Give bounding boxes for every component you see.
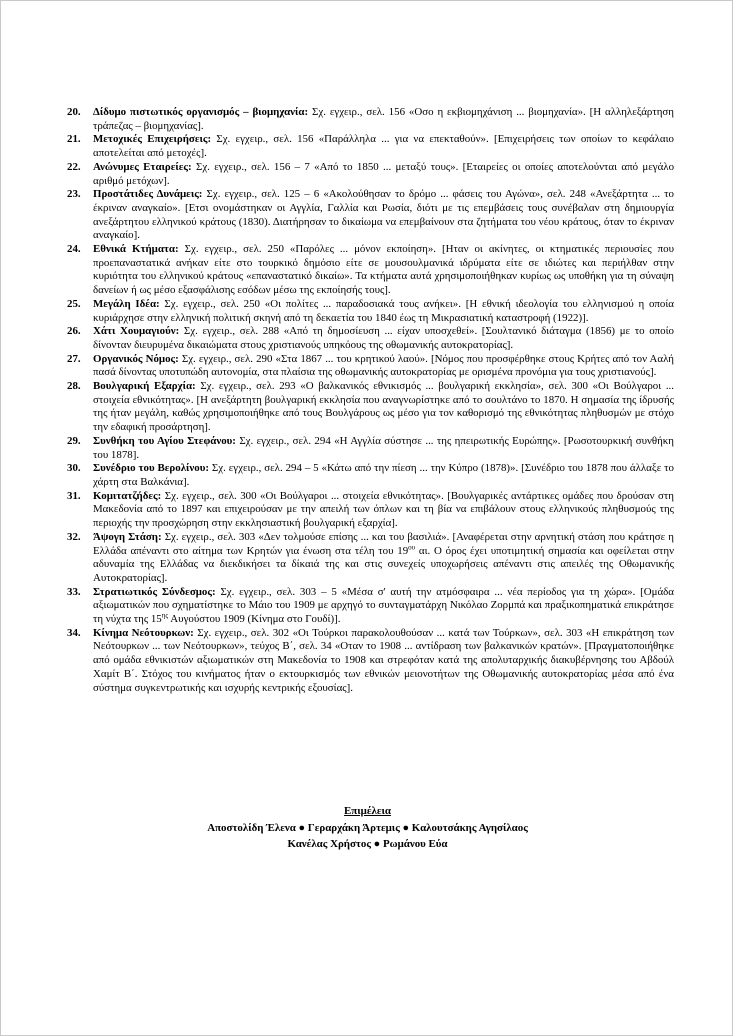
item-body: Σχ. εγχειρ., σελ. 303 – 5 «Μέσα σ' αυτή την ατμόσφαιρα ... νέα περίοδος για τη χώρα». [Ομάδα αξιωματικών που σχηματίστηκε το Μάιο του 1909 με αρχηγό το συνταγματάρχη Νικόλαο Ζορμπά και πραξικοπηματικά επικράτησε τη νύχτα της $15^{\eta\varsigma}$ Αυγούστου 1909 (Κίνημα στο Γουδί)].: [93, 585, 675, 626]
item-number: 25.: [67, 297, 81, 310]
item-term: Στρατιωτικός Σύνδεσμος:: [93, 585, 216, 598]
item-text: [93, 490, 674, 531]
item-body: Σχ. εγχειρ., σελ. 300 «Οι Βούλγαροι ... στοιχεία εθνικότητας». [Βουλγαρικές αντάρτικες ομάδες που δρούσαν στη Μακεδονία από το 1897 και επιχειρούσαν με την απειλή των όπλων και τη βία να επιβάλουν στους ελληνικούς πληθυσμούς της περιοχής την προσχώρηση στην εκκλησιαστική βουλγαρική εξαρχία].: [93, 489, 674, 530]
item-term: Συνθήκη του Αγίου Στεφάνου:: [93, 434, 236, 447]
item-text: [93, 188, 674, 243]
glossary-item: [67, 627, 674, 696]
credits-heading: Επιμέλεια: [344, 805, 391, 817]
item-number: 26.: [67, 325, 81, 338]
glossary-item: [67, 161, 674, 188]
item-body: Σχ. εγχειρ., σελ. 293 «Ο βαλκανικός εθνικισμός ... βουλγαρική εκκλησία», σελ. 300 «Οι Βούλγαροι ... στοιχεία εθνικότητας». [Η ανεξάρτητη βουλγαρική εκκλησία που αναγνωρίστηκε από το σουλτάνο το 1870. Η σημασία της ίδρυσής της ήταν μεγάλη, καθώς χρησιμοποιήθηκε από τους Βουλγάρους ως μέσο για τον καθορισμό της εθνικότητας πληθυσμών με στόχο την εδαφική προσάρτηση].: [93, 380, 674, 434]
credits-section: [1, 803, 733, 853]
item-text: [93, 380, 674, 435]
item-text: [93, 325, 674, 352]
item-text: [93, 531, 674, 586]
item-body: Σχ. εγχειρ., σελ. 250 «Παρόλες ... μόνον εκποίηση». [Ηταν οι ακίνητες, οι κτηματικές περιουσίες που προεπαναστατικά ανήκαν είτε στο τουρκικό δημόσιο είτε σε μουσουλμανικά ιδρύματα είτε σε ιδιώτες και περιήλθαν στην κυριότητα του ελληνικού κράτους «επαναστατικό δικαίω». Τα κτήματα αυτά χρησιμοποιήθηκαν κυρίως ως υποθήκη για τη σύναψη δανείων ή ως μέσο εξασφάλισης εσόδων μέσω της εκποίησής τους].: [93, 243, 674, 297]
glossary-item: [67, 586, 674, 627]
glossary-item: [67, 353, 674, 380]
item-body: Σχ. εγχειρ., σελ. 290 «Στα 1867 ... του κρητικού λαού». [Νόμος που προσφέρθηκε στους Κρήτες από τον Ααλή πασά δίνοντας υποτυπώδη αυτονομία, στα πλαίσια της οθωμανικής αυτοκρατορίας με ορισμένα προνόμια για τους χριστιανούς].: [93, 352, 674, 379]
glossary-list: [67, 106, 674, 695]
glossary-item: [67, 325, 674, 352]
item-text: [93, 298, 674, 325]
item-number: 29.: [67, 434, 81, 447]
item-number: 23.: [67, 188, 81, 201]
item-term: Βουλγαρική Εξαρχία:: [93, 380, 196, 393]
item-term: Προστάτιδες Δυνάμεις:: [93, 188, 203, 201]
glossary-item: [67, 531, 674, 586]
glossary-item: [67, 133, 674, 160]
item-text: [93, 586, 674, 627]
item-term: Οργανικός Νόμος:: [93, 352, 179, 365]
item-text: [93, 106, 674, 133]
item-body: Σχ. εγχειρ., σελ. 156 «Παράλληλα ... για να επεκταθούν». [Επιχειρήσεις των οποίων το κεφάλαιο αποτελείται από μετοχές].: [93, 133, 674, 160]
glossary-item: [67, 380, 674, 435]
item-term: Άψογη Στάση:: [93, 530, 162, 543]
item-term: Κομιτατζήδες:: [93, 489, 162, 502]
item-number: 24.: [67, 243, 81, 256]
credits-lines: [1, 820, 733, 853]
item-number: 20.: [67, 106, 81, 118]
glossary-item: [67, 298, 674, 325]
glossary-item: [67, 435, 674, 462]
item-number: 33.: [67, 585, 81, 598]
item-term: Συνέδριο του Βερολίνου:: [93, 462, 210, 475]
item-number: 28.: [67, 380, 81, 393]
glossary-item: [67, 490, 674, 531]
item-body: Σχ. εγχειρ., σελ. 294 – 5 «Κάτω από την πίεση ... την Κύπρο (1878)». [Συνέδριο του 1878 που άλλαξε το χάρτη στα Βαλκάνια].: [93, 462, 674, 488]
item-term: Χάτι Χουμαγιούν:: [93, 325, 180, 338]
credits-line: Αποστολίδη Έλενα ● Γεραρχάκη Άρτεμις ● Καλουτσάκης Αγησίλαος: [207, 821, 528, 834]
glossary-item: [67, 462, 674, 489]
item-body: Σχ. εγχειρ., σελ. 156 – 7 «Από το 1850 ... μεταξύ τους». [Εταιρείες οι οποίες αποτελούνται από μεγάλο αριθμό μετόχων].: [93, 160, 675, 187]
item-term: Εθνικά Κτήματα:: [93, 243, 179, 256]
item-text: [93, 627, 674, 696]
item-number: 27.: [67, 352, 81, 365]
item-body: Σχ. εγχειρ., σελ. 288 «Από τη δημοσίευση ... είχαν υποσχεθεί». [Σουλτανικό διάταγμα (1856) με το οποίο δίνονταν διευρυμένα δικαιώματα στους χριστιανούς υπηκόους της οθωμανικής αυτοκρατορίας].: [93, 325, 674, 351]
item-number: 32.: [67, 530, 81, 543]
item-number: 31.: [67, 489, 81, 502]
item-term: Μετοχικές Επιχειρήσεις:: [93, 133, 212, 146]
item-body: Σχ. εγχειρ., σελ. 302 «Οι Τούρκοι παρακολουθούσαν ... κατά των Τούρκων», σελ. 303 «Η επικράτηση των Νεότουρκων ... των Νεότουρκων», τεύχος Β΄, σελ. 34 «Οταν το 1908 ... αντίδραση των βαλκανικών κρατών». [Πραγματοποιήθηκε από ομάδα εθνικιστών αξιωματικών στη Μακεδονία το 1908 και στρεφόταν κατά της απολυταρχικής διακυβέρνησης του Αβδούλ Χαμίτ Β΄. Στόχος του κινήματος ήταν ο εκτουρκισμός των εθνικών μειονοτήτων της Οθωμανικής αυτοκρατορίας μέσα από ένα σύστημα συγκεντρωτικής και ισχυρής κεντρικής εξουσίας].: [93, 626, 674, 694]
glossary-item: [67, 188, 674, 243]
item-body: Σχ. εγχειρ., σελ. 250 «Οι πολίτες ... παραδοσιακά τους ανήκει». [Η εθνική ιδεολογία του ελληνισμού η οποία κυριάρχησε στην ελληνική πολιτική σκηνή από τη δεκαετία του 1840 έως τη Μικρασιατική καταστροφή (1922)].: [93, 297, 674, 324]
item-term: Δίδυμο πιστωτικός οργανισμός – βιομηχανία:: [93, 106, 309, 118]
item-body: Σχ. εγχειρ., σελ. 294 «Η Αγγλία σύστησε ... της ηπειρωτικής Ευρώπης». [Ρωσοτουρκική συνθήκη του 1878].: [93, 434, 674, 461]
item-text: [93, 133, 674, 160]
item-body: Σχ. εγχειρ., σελ. 156 «Οσο η εκβιομηχάνιση ... βιομηχανία». [Η αλληλεξάρτηση τράπεζας – βιομηχανίας].: [93, 106, 674, 132]
credits-line: Κανέλας Χρήστος ● Ρωμάνου Εύα: [287, 838, 448, 850]
glossary-item: [67, 106, 674, 133]
item-term: Κίνημα Νεότουρκων:: [93, 626, 194, 639]
item-term: Ανώνυμες Εταιρείες:: [93, 160, 192, 173]
item-text: [93, 462, 674, 489]
item-text: [93, 353, 674, 380]
item-number: 22.: [67, 160, 81, 173]
item-text: [93, 161, 674, 188]
item-number: 30.: [67, 462, 81, 475]
item-text: [93, 243, 674, 298]
item-number: 21.: [67, 133, 81, 146]
glossary-item: [67, 243, 674, 298]
item-number: 34.: [67, 626, 81, 639]
item-term: Μεγάλη Ιδέα:: [93, 297, 160, 310]
item-text: [93, 435, 674, 462]
item-body: Σχ. εγχειρ., σελ. 125 – 6 «Ακολούθησαν το δρόμο ... φάσεις του Αγώνα», σελ. 248 «Ανεξάρτητα ... το έκριναν αναγκαίο». [Ετσι ονομάστηκαν οι Αγγλία, Γαλλία και Ρωσία, διότι με τις επεμβάσεις τους συνέβαλαν στη δημιουργία ανεξάρτητου ελληνικού κράτους (1830). Διατήρησαν το δικαίωμα να επεμβαίνουν στα ζητήματα του νέου κράτους, όταν το έκριναν αναγκαίο].: [93, 188, 674, 242]
item-body: Σχ. εγχειρ., σελ. 303 «Δεν τολμούσε επίσης ... και του βασιλιά». [Αναφέρεται στην αρνητική στάση που κράτησε η Ελλάδα απέναντι στο αίτημα των Κρητών για ένωση στα τέλη του $19^{o\upsilon}$ αι. Ο όρος έχει υποτιμητική σημασία και οφείλεται στην αδυναμία της Ελλάδας να διεκδικήσει τα δίκαιά της και στις συνεχείς υποχωρήσεις απέναντι στις απειλές της Οθωμανικής Αυτοκρατορίας].: [93, 530, 674, 584]
